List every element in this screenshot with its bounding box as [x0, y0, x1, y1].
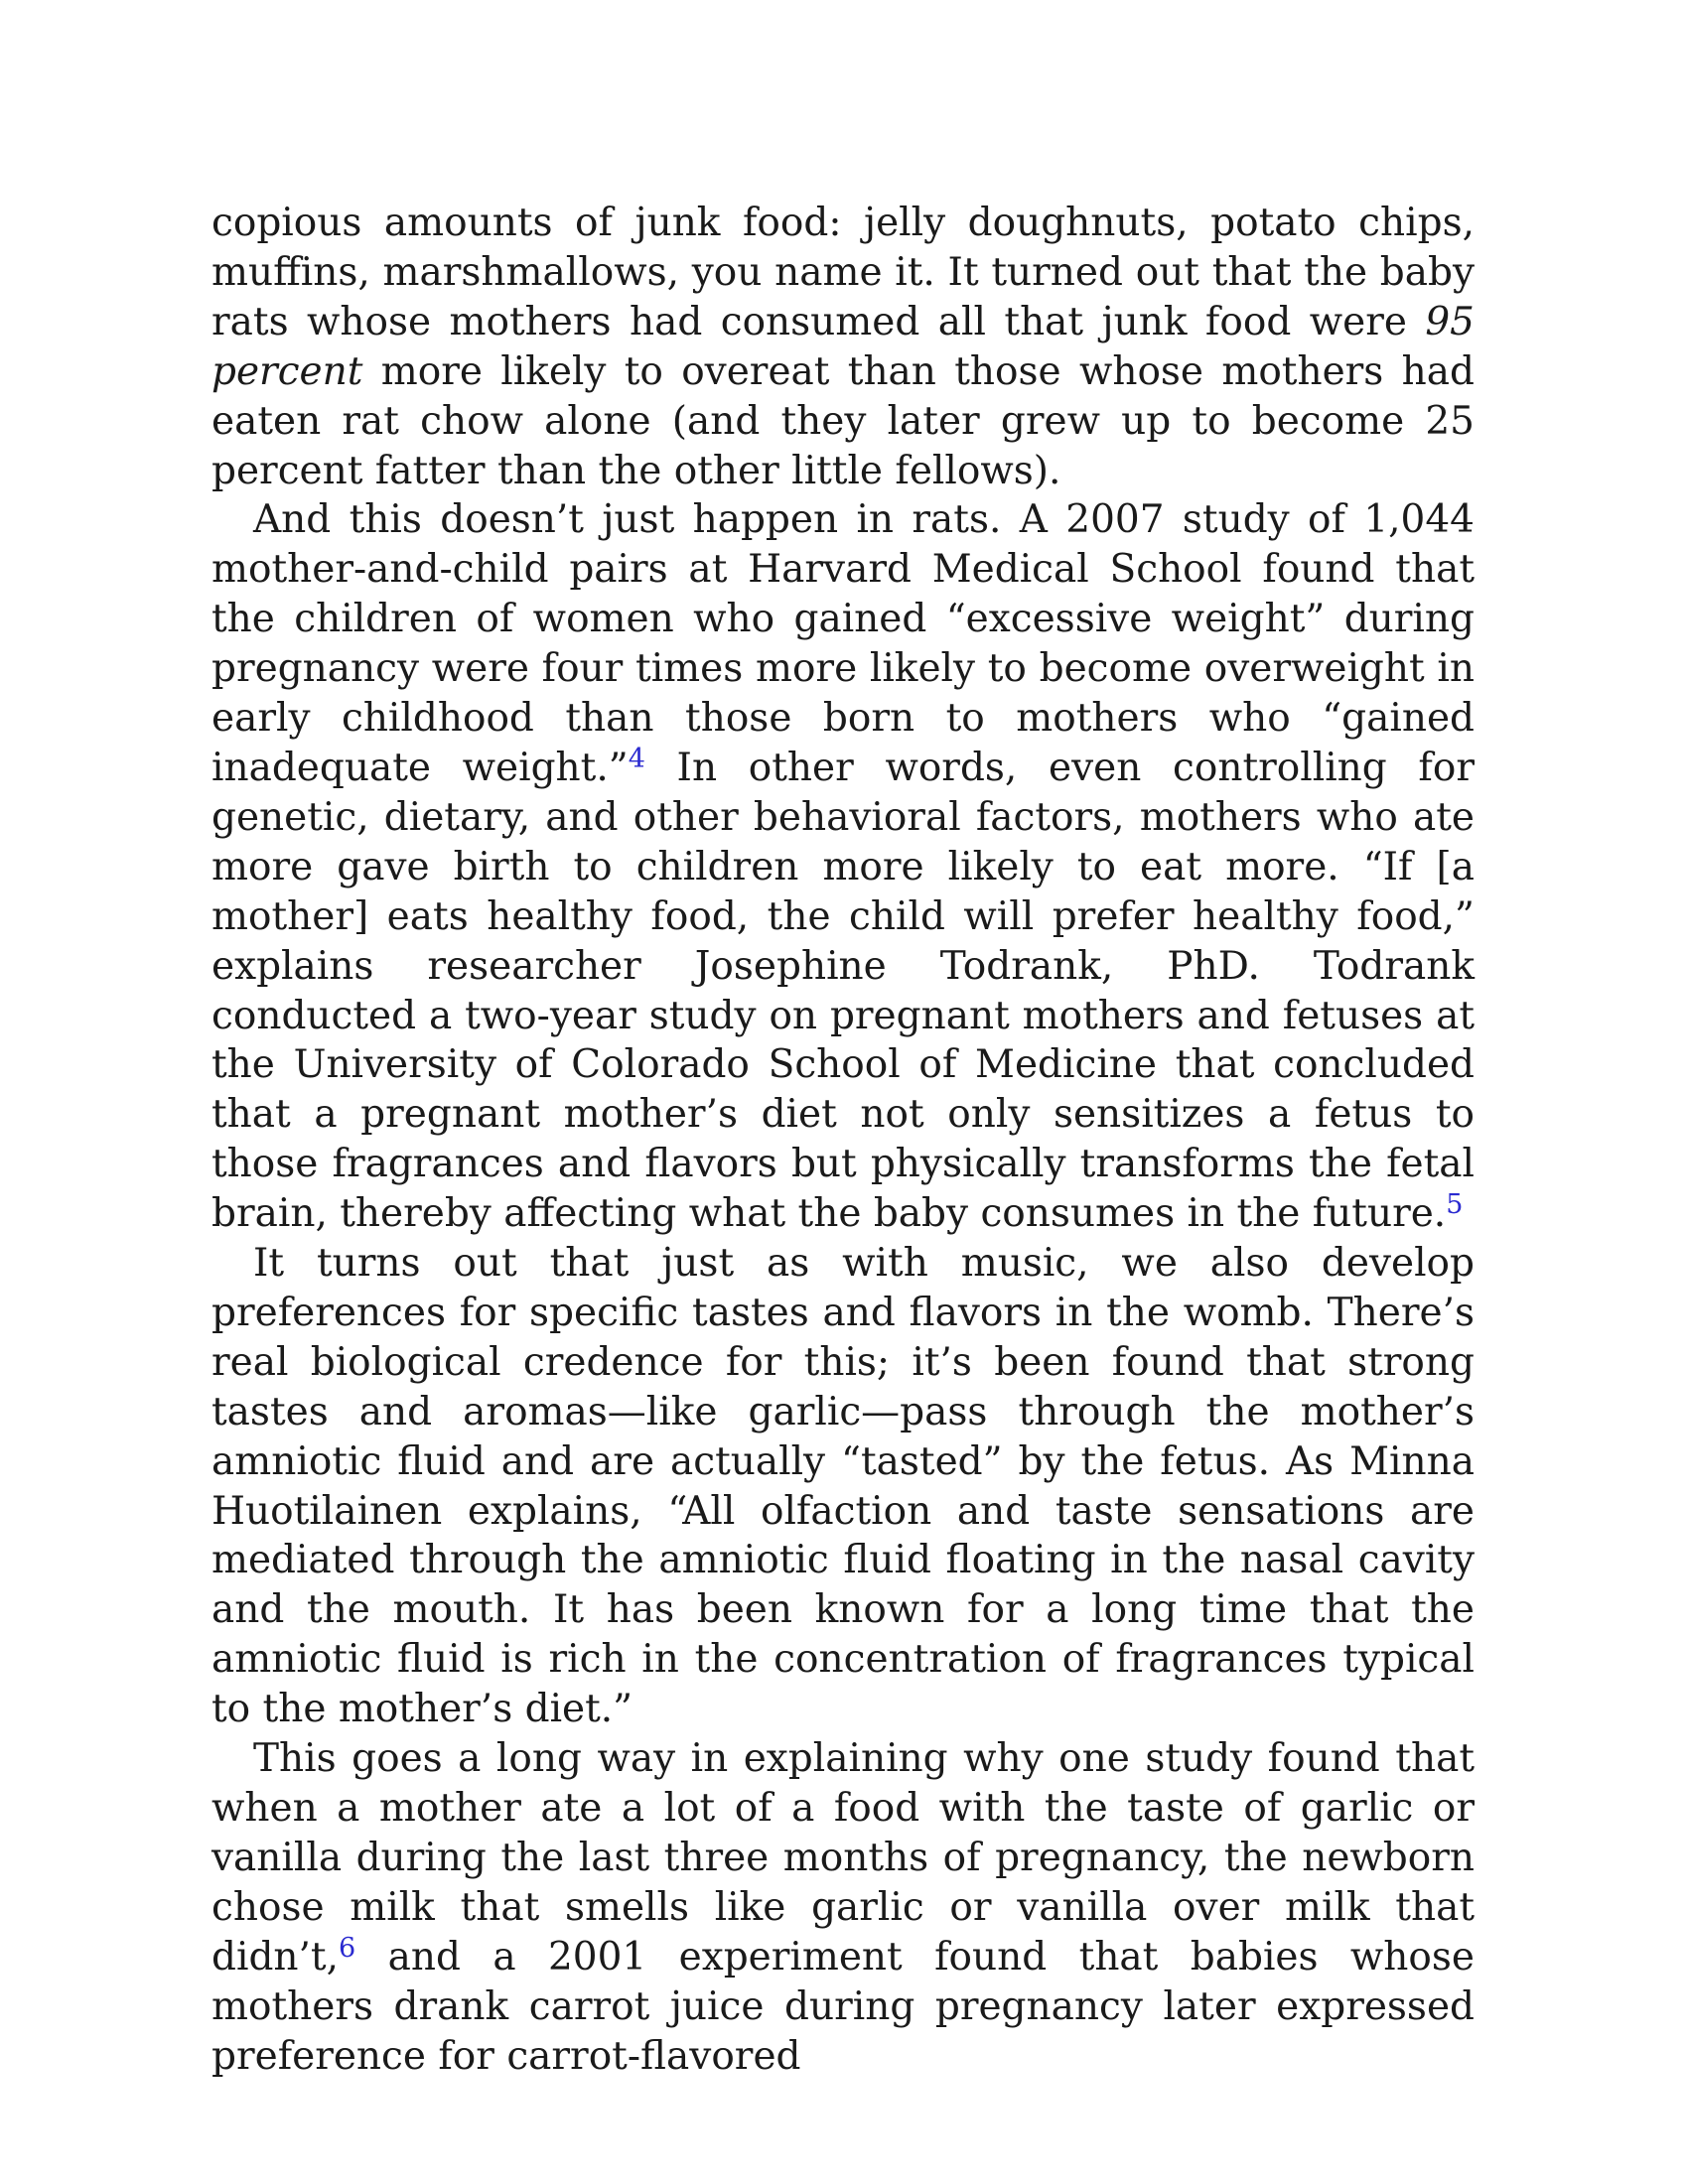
book-page-body: [211, 199, 1475, 2081]
paragraph-1: [211, 199, 1475, 495]
paragraph-text: It turns out that just as with music, we also develop preferences for specific tastes and flavors in the womb. There’s real biological credence for this; it’s been found that strong tastes and aromas—like garlic—pass through the mother’s amniotic fluid and are actually “tasted” by the fetus. As Minna Huotilainen explains, “All olfaction and taste sensations are mediated through the amniotic fluid floating in the nasal cavity and the mouth. It has been known for a long time that the amniotic fluid is rich in the concentration of fragrances typical to the mother’s diet.”: [211, 1241, 1475, 1732]
paragraph-text: In other words, even controlling for genetic, dietary, and other behavioral factors, mothers who ate more gave birth to children more likely to eat more. “If [a mother] eats healthy food, the child will prefer healthy food,” explains researcher Josephine Todrank, PhD. Todrank conducted a two-year study on pregnant mothers and fetuses at the University of Colorado School of Medicine that concluded that a pregnant mother’s diet not only sensitizes a fetus to those fragrances and flavors but physically transforms the fetal brain, thereby affecting what the baby consumes in the future.: [211, 745, 1475, 1237]
paragraph-text: And this doesn’t just happen in rats. A 2007 study of 1,044 mother-and-child pairs at Harvard Medical School found that the children of women who gained “excessive weight” during pregnancy were four times more likely to become overweight in early childhood than those born to mothers who “gained inadequate weight.”: [211, 497, 1475, 790]
footnote-link-5[interactable]: 5: [1446, 1189, 1464, 1221]
paragraph-text: and a 2001 experiment found that babies whose mothers drank carrot juice during pregnancy later expressed preference for carrot-flavored: [211, 1934, 1475, 2079]
paragraph-4: [211, 1734, 1475, 2081]
paragraph-text: This goes a long way in explaining why one study found that when a mother ate a lot of a food with the taste of garlic or vanilla during the last three months of pregnancy, the newborn chose milk that smells like garlic or vanilla over milk that didn’t,: [211, 1736, 1475, 1979]
paragraph-text: copious amounts of junk food: jelly doughnuts, potato chips, muffins, marshmallows, you name it. It turned out that the baby rats whose mothers had consumed all that junk food were: [211, 201, 1475, 344]
paragraph-text: more likely to overeat than those whose mothers had eaten rat chow alone (and they later grew up to become 25 percent fatter than the other little fellows).: [211, 348, 1475, 493]
paragraph-2: [211, 495, 1475, 1239]
footnote-link-4[interactable]: 4: [628, 743, 645, 774]
paragraph-3: [211, 1239, 1475, 1734]
footnote-link-6[interactable]: 6: [339, 1932, 356, 1964]
emphasis-text: 95 percent: [211, 299, 1475, 394]
